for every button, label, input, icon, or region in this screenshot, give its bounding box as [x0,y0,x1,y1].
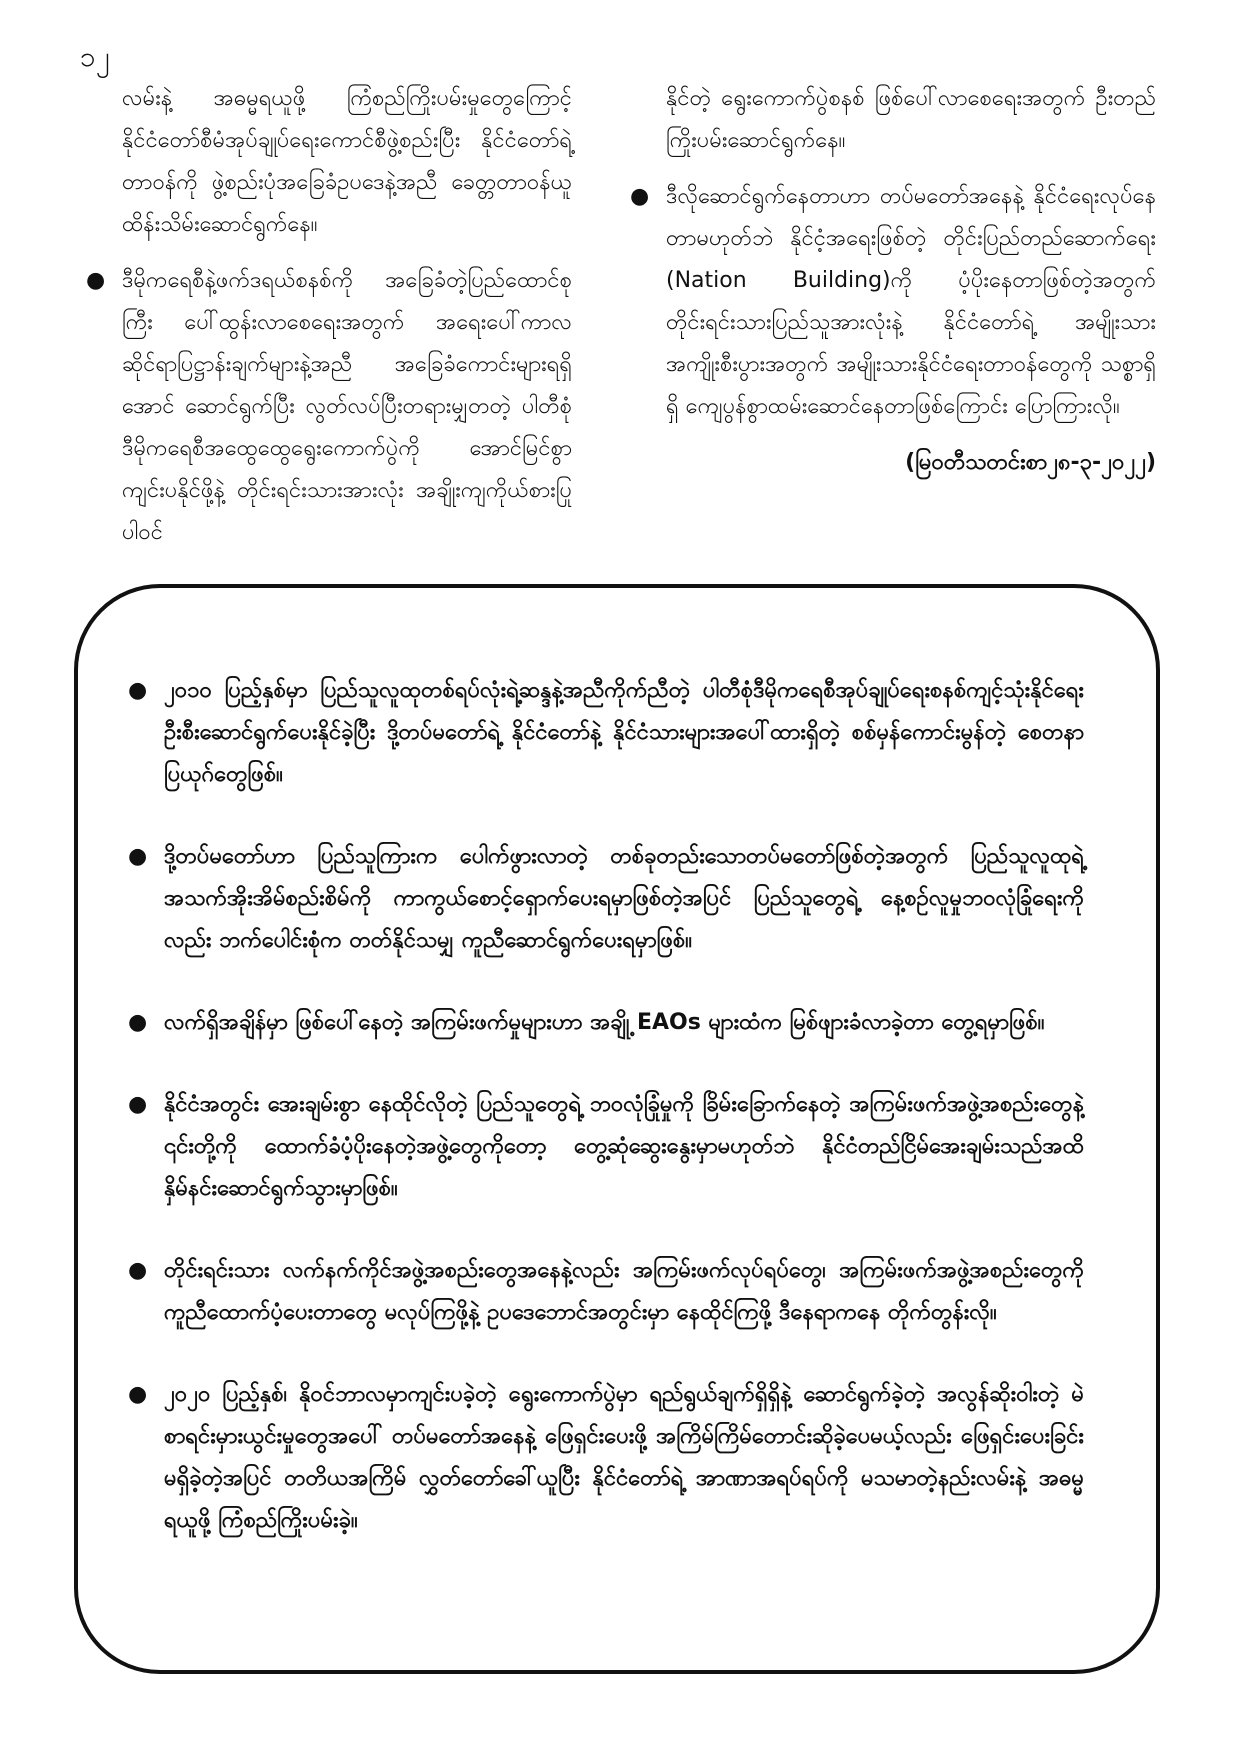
bullet-icon: ● [128,1382,148,1407]
list-item-text: ၂၀၁၀ ပြည့်နှစ်မှာ ပြည်သူလူထုတစ်ရပ်လုံးရဲ့ဆန္ဒနဲ့အညီကိုက်ညီတဲ့ ပါတီစုံဒီမိုကရေစီအုပ်ချုပ်ရေးစနစ်ကျင့်သုံးနိုင်ရေး ဦးစီးဆောင်ရွက်ပေးနိုင်ခဲ့ပြီး ဒို့တပ်မတော်ရဲ့ နိုင်ငံတော်နဲ့ နိုင်ငံသားများအပေါ်ထားရှိတဲ့ စစ်မှန်ကောင်းမွန်တဲ့ စေတနာပြယုဂ်တွေဖြစ်။ [164,678,1084,787]
source-citation: (မြဝတီသတင်းစာ၂၈-၃-၂၀၂၂) [905,450,1156,475]
bullet-icon: ● [86,268,106,293]
list-item [128,1002,1084,1044]
list-item [128,1374,1084,1542]
bullet-icon: ● [630,184,650,209]
list-item [128,836,1084,962]
highlight-list [128,670,1084,1582]
left-bullet-text: ဒီမိုကရေစီနဲ့ဖက်ဒရယ်စနစ်ကို အခြေခံတဲ့ပြည်ထောင်စုကြီး ပေါ်ထွန်းလာစေရေးအတွက် အရေးပေါ်ကာလဆိုင်ရာပြဋ္ဌာန်းချက်များနဲ့အညီ အခြေခံကောင်းများရရှိအောင် ဆောင်ရွက်ပြီး လွတ်လပ်ပြီးတရားမျှတတဲ့ ပါတီစုံဒီမိုကရေစီအထွေထွေရွေးကောက်ပွဲကို အောင်မြင်စွာကျင်းပနိုင်ဖို့နဲ့ တိုင်းရင်းသားအားလုံး အချိုးကျကိုယ်စားပြုပါဝင် [122,268,572,545]
page-number: ၁၂ [80,40,110,73]
bullet-icon: ● [128,1258,148,1283]
list-item-text: ၂၀၂၀ ပြည့်နှစ်၊ နိုဝင်ဘာလမှာကျင်းပခဲ့တဲ့ ရွေးကောက်ပွဲမှာ ရည်ရွယ်ချက်ရှိရှိနဲ့ ဆောင်ရွက်ခဲ့တဲ့ အလွန်ဆိုးဝါးတဲ့ မဲစာရင်းမှားယွင်းမှုတွေအပေါ် တပ်မတော်အနေနဲ့ ဖြေရှင်းပေးဖို့ အကြိမ်ကြိမ်တောင်းဆိုခဲ့ပေမယ့်လည်း ဖြေရှင်းပေးခြင်းမရှိခဲ့တဲ့အပြင် တတိယအကြိမ် လွှတ်တော်ခေါ်ယူပြီး နိုင်ငံတော်ရဲ့ အာဏာအရပ်ရပ်ကို မသမာတဲ့နည်းလမ်းနဲ့ အဓမ္မရယူဖို့ ကြံစည်ကြိုးပမ်းခဲ့။ [164,1382,1084,1533]
list-item-text: လက်ရှိအချိန်မှာ ဖြစ်ပေါ်နေတဲ့ အကြမ်းဖက်မှုများဟာ အချို့ EAOs များထံက မြစ်ဖျားခံလာခဲ့တာ တွေ့ရမှာဖြစ်။ [164,1010,1045,1035]
left-column [86,78,572,568]
list-item [128,670,1084,796]
left-continuation-paragraph: လမ်းနဲ့ အဓမ္မရယူဖို့ ကြံစည်ကြိုးပမ်းမှုတွေကြောင့် နိုင်ငံတော်စီမံအုပ်ချုပ်ရေးကောင်စီဖွဲ့စည်းပြီး နိုင်ငံတော်ရဲ့ တာဝန်ကို ဖွဲ့စည်းပုံအခြေခံဥပဒေနဲ့အညီ ခေတ္တတာဝန်ယူ ထိန်းသိမ်းဆောင်ရွက်နေ။ [122,86,572,237]
right-bullet-paragraph [630,176,1156,428]
bullet-icon: ● [128,678,148,703]
list-item-text: နိုင်ငံအတွင်း အေးချမ်းစွာ နေထိုင်လိုတဲ့ ပြည်သူတွေရဲ့ ဘဝလုံခြုံမှုကို ခြိမ်းခြောက်နေတဲ့ အကြမ်းဖက်အဖွဲ့အစည်းတွေနဲ့ ၎င်းတို့ကို ထောက်ခံပံ့ပိုးနေတဲ့အဖွဲ့တွေကိုတော့ တွေ့ဆုံဆွေးနွေးမှာမဟုတ်ဘဲ နိုင်ငံတည်ငြိမ်အေးချမ်းသည်အထိ နှိမ်နင်းဆောင်ရွက်သွားမှာဖြစ်။ [164,1092,1084,1201]
bullet-icon: ● [128,1092,148,1117]
list-item-text: တိုင်းရင်းသား လက်နက်ကိုင်အဖွဲ့အစည်းတွေအနေနဲ့လည်း အကြမ်းဖက်လုပ်ရပ်တွေ၊ အကြမ်းဖက်အဖွဲ့အစည်းတွေကို ကူညီထောက်ပံ့ပေးတာတွေ မလုပ်ကြဖို့နဲ့ ဥပဒေဘောင်အတွင်းမှာ နေထိုင်ကြဖို့ ဒီနေရာကနေ တိုက်တွန်းလို။ [164,1258,1084,1325]
bullet-icon: ● [128,844,148,869]
list-item [128,1084,1084,1210]
right-bullet-text: ဒီလိုဆောင်ရွက်နေတာဟာ တပ်မတော်အနေနဲ့ နိုင်ငံရေးလုပ်နေတာမဟုတ်ဘဲ နိုင်ငံ့အရေးဖြစ်တဲ့ တိုင်းပြည်တည်ဆောက်ရေး (Nation Building)ကို ပံ့ပိုးနေတာဖြစ်တဲ့အတွက် တိုင်းရင်းသားပြည်သူအားလုံးနဲ့ နိုင်ငံတော်ရဲ့ အမျိုးသားအကျိုးစီးပွားအတွက် အမျိုးသားနိုင်ငံရေးတာဝန်တွေကို သစ္စာရှိရှိ ကျေပွန်စွာထမ်းဆောင်နေတာဖြစ်ကြောင်း ပြောကြားလို။ [666,184,1156,419]
bullet-icon: ● [128,1010,148,1035]
list-item [128,1250,1084,1334]
right-column [630,78,1156,484]
highlight-box [74,584,1160,1674]
left-bullet-paragraph [86,260,572,554]
list-item-text: ဒို့တပ်မတော်ဟာ ပြည်သူကြားက ပေါက်ဖွားလာတဲ့ တစ်ခုတည်းသောတပ်မတော်ဖြစ်တဲ့အတွက် ပြည်သူလူထုရဲ့ အသက်အိုးအိမ်စည်းစိမ်ကို ကာကွယ်စောင့်ရှောက်ပေးရမှာဖြစ်တဲ့အပြင် ပြည်သူတွေရဲ့ နေ့စဉ်လူမှုဘဝလုံခြုံရေးကိုလည်း ဘက်ပေါင်းစုံက တတ်နိုင်သမျှ ကူညီဆောင်ရွက်ပေးရမှာဖြစ်။ [164,844,1084,953]
right-continuation-paragraph: နိုင်တဲ့ ရွေးကောက်ပွဲစနစ် ဖြစ်ပေါ်လာစေရေးအတွက် ဦးတည်ကြိုးပမ်းဆောင်ရွက်နေ။ [666,86,1156,153]
